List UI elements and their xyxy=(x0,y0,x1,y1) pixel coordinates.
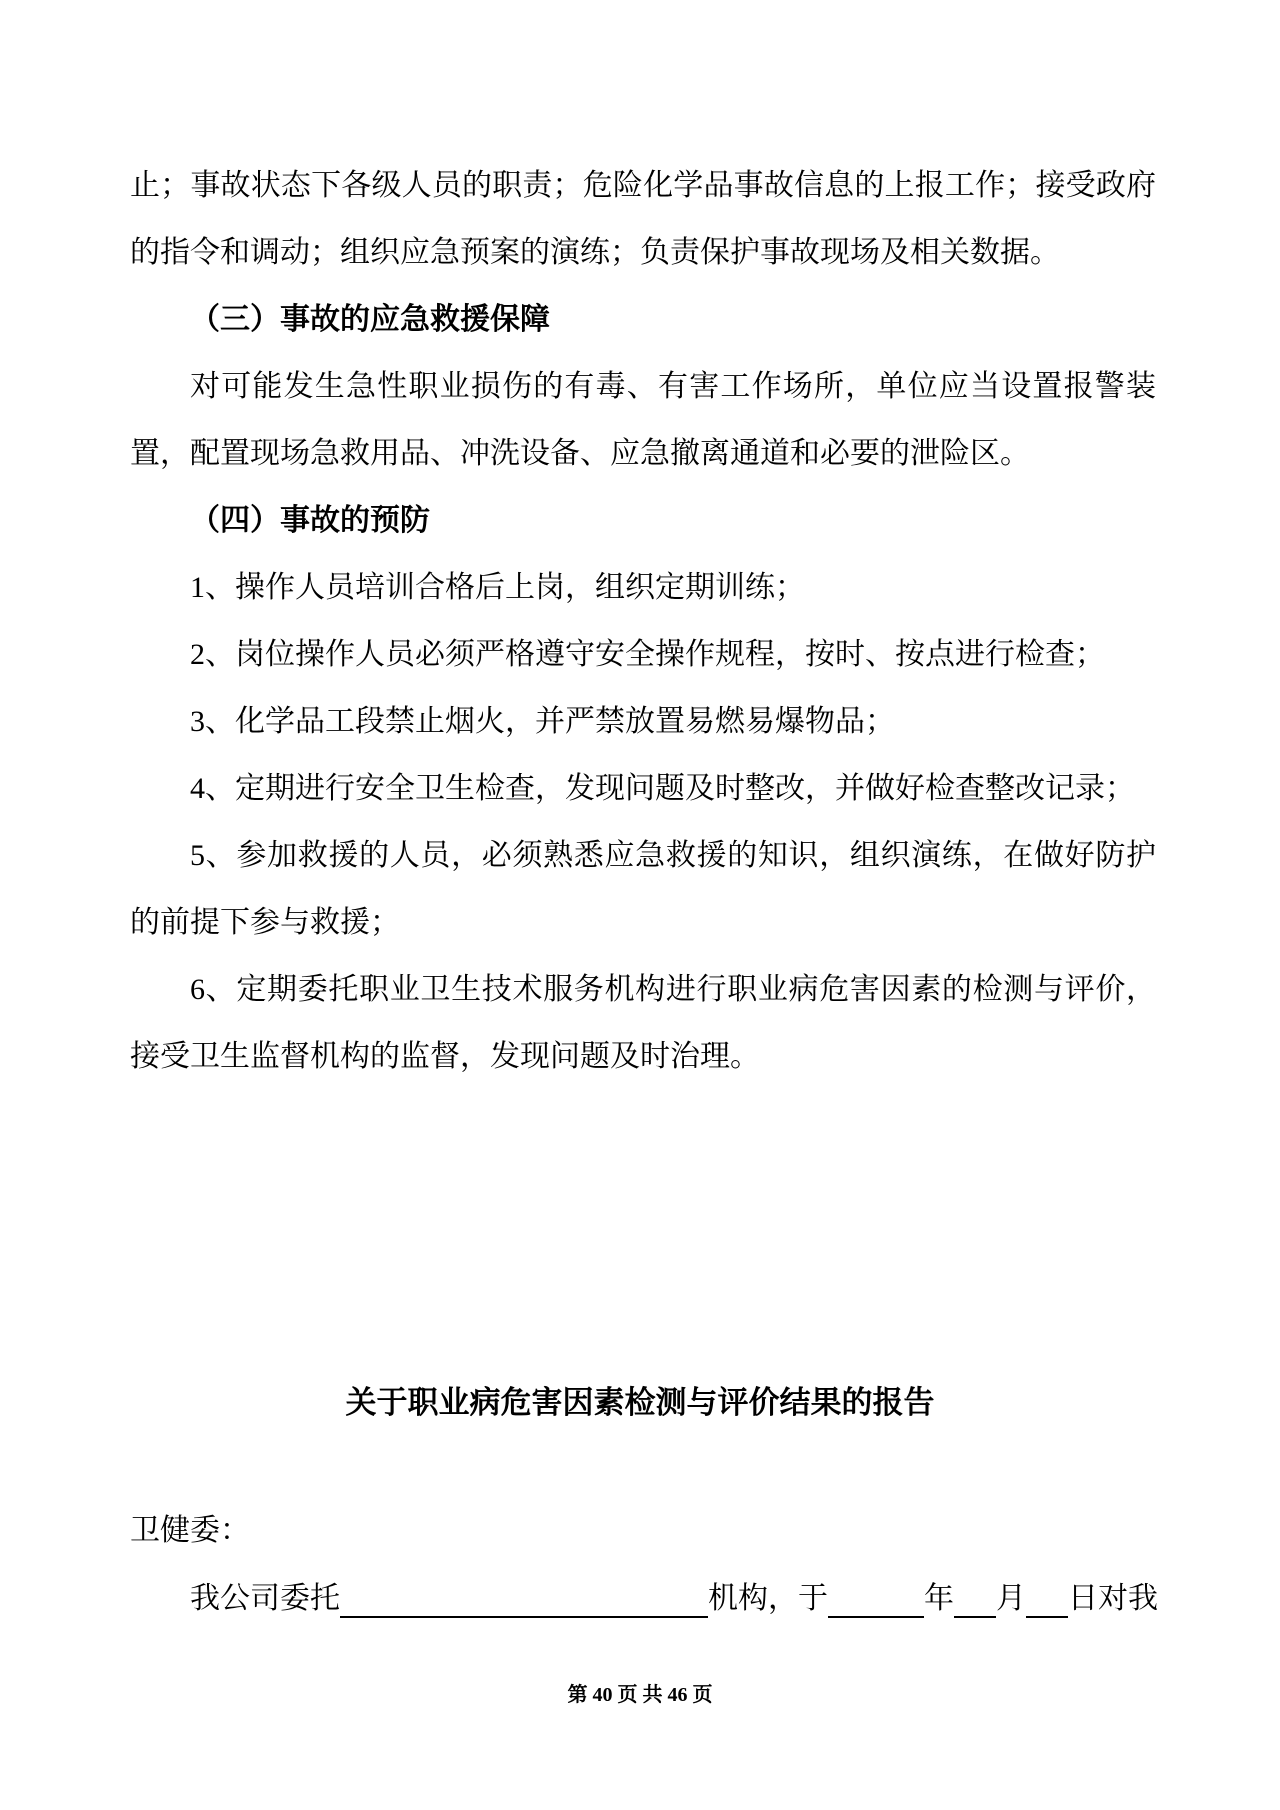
blank-month-field xyxy=(954,1586,996,1618)
blank-day-field xyxy=(1026,1586,1068,1618)
list-item-2: 2、岗位操作人员必须严格遵守安全操作规程，按时、按点进行检查； xyxy=(190,638,1105,671)
list-item-4: 4、定期进行安全卫生检查，发现问题及时整改，并做好检查整改记录； xyxy=(190,772,1135,805)
page-number-footer: 第 40 页 共 46 页 xyxy=(567,1684,713,1706)
document-body xyxy=(130,152,1156,1090)
section-heading-accident-prevention: （四）事故的预防 xyxy=(190,504,430,537)
list-item-5: 5、参加救援的人员，必须熟悉应急救援的知识，组织演练，在做好防护的前提下参与救援； xyxy=(130,839,1156,939)
report-title: 关于职业病危害因素检测与评价结果的报告 xyxy=(345,1385,935,1420)
salutation-line: 卫健委： xyxy=(130,1514,250,1547)
commission-line xyxy=(130,1580,1190,1618)
paragraph-continuation: 止；事故状态下各级人员的职责；危险化学品事故信息的上报工作；接受政府的指令和调动；组织应急预案的演练；负责保护事故现场及相关数据。 xyxy=(130,169,1156,269)
year-label: 年 xyxy=(924,1582,954,1615)
section-heading-emergency-rescue-support: （三）事故的应急救援保障 xyxy=(190,303,550,336)
list-item-3: 3、化学品工段禁止烟火，并严禁放置易燃易爆物品； xyxy=(190,705,895,738)
blank-year-field xyxy=(828,1586,924,1618)
list-item-1: 1、操作人员培训合格后上岗，组织定期训练； xyxy=(190,571,805,604)
list-item-6: 6、定期委托职业卫生技术服务机构进行职业病危害因素的检测与评价，接受卫生监督机构的监督，发现问题及时治理。 xyxy=(130,973,1156,1073)
commission-prefix-text: 我公司委托 xyxy=(190,1582,340,1615)
blank-agency-field xyxy=(340,1586,708,1618)
commission-middle-text: 机构，于 xyxy=(708,1582,828,1615)
month-label: 月 xyxy=(996,1582,1026,1615)
paragraph-emergency-rescue-support: 对可能发生急性职业损伤的有毒、有害工作场所，单位应当设置报警装置，配置现场急救用品、冲洗设备、应急撤离通道和必要的泄险区。 xyxy=(130,370,1156,470)
day-label: 日对我 xyxy=(1068,1582,1158,1615)
